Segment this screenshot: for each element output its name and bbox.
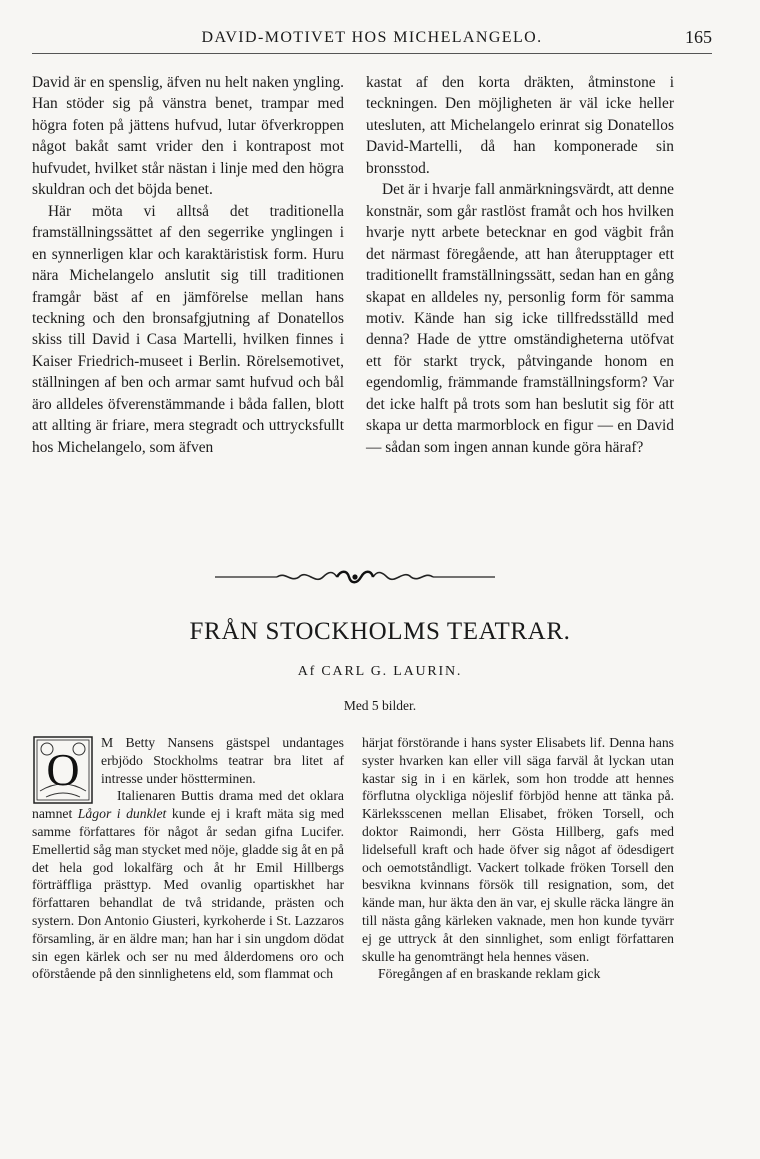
- paragraph: kastat af den korta dräkten, åtminstone i teckningen. Den möjligheten är väl icke heller utesluten, att Michelangelo erinrat sig Donatellos David-Martelli, då han komponerade sin bronsstod.: [366, 74, 674, 177]
- article1-column-left: [32, 72, 344, 458]
- article2-column-left: [32, 734, 344, 983]
- paragraph: härjat förstörande i hans syster Elisabets lif. Denna hans syster hvarken kan eller vill säga farväl åt lyckan utan kastar sig in i en kärlek, som hon trodde att hennes förflutna olyckliga nöjeslif förbjöd henne att tänka på. Kärleksscenen mellan Elisabet, fröken Torsell, och doktor Raimondi, herr Gösta Hillberg, gafs med lidelsefull kraft och hade öfver sig något af ödesdigert och oemotståndligt. Vackert tolkade fröken Torsell den besvikna kvinnans försök till resignation, som, det kände man, hur äkta den än var, ej skulle räcka längre än till nästa gång kärleken vaknade, men hon kunde tyvärr ej ge uttryck åt den sinnlighet, som enligt författaren skulle ha genomträngt hela hennes väsen.: [362, 735, 674, 964]
- dropcap-letter: O: [46, 744, 80, 795]
- article-subtitle: Med 5 bilder.: [343, 698, 417, 713]
- decorative-initial-o: [32, 735, 94, 805]
- paragraph: David är en spenslig, äfven nu helt naken yngling. Han stöder sig på vänstra benet, trampar med högra foten på jättens hufvud, lutar öfverkroppen något bakåt samt vrider den i kontrapost mot hufvudet, hvilket står nästan i linje med den högra skuldran och det böjda benet.: [32, 74, 344, 199]
- article1-column-right: [366, 72, 674, 458]
- paragraph-text: Italienaren Buttis drama med det oklara namnet: [32, 788, 344, 822]
- paragraph: Föregången af en braskande reklam gick: [378, 966, 601, 982]
- article-byline: Af CARL G. LAURIN.: [297, 664, 463, 679]
- paragraph: [32, 787, 344, 983]
- running-head: [32, 27, 712, 54]
- article-title: FRÅN STOCKHOLMS TEATRAR.: [189, 618, 571, 645]
- paragraph-text: kunde ej i kraft mäta sig med samme författares för något år sedan gifna Lucifer. Emellertid såg man stycket med nöje, gladde sig åt en på det hela god lokalfärg och åt hr Emil Hillbergs förträffliga prästtyp. Med ovanlig opartiskhet har författaren behandlat de två stridande, prästen och systern. Don Antonio Giusteri, kyrkoherde i St. Lazzaros församling, är en äldre man; han har i sin ungdom dödat sin egen kärlek och ser nu med ålderdomens oro och oförstående på den sinnlighetens eld, som flammat och: [32, 806, 345, 982]
- section-divider-ornament: [215, 566, 495, 588]
- paragraph: Det är i hvarje fall anmärkningsvärdt, att denne konstnär, som går rastlöst framåt och hos hvilken hvarje nytt arbete betecknar en god vägbit från det närmast föregående, att han återupptager ett traditionellt framställningssätt, sedan han en gång skapat en alldeles ny, personlig form för samma motiv. Kände han sig icke tillfredsställd med denna? Hade de yttre omständigheterna utöfvat ett för starkt tryck, påtvingande honom en egendomlig, främmande framställningsform? Var det icke halft på trots som han beslutit sig för att skapa ur detta marmorblock en figur — en David — sådan som ingen annan kunde göra häraf?: [366, 181, 674, 456]
- page-number: 165: [685, 27, 712, 47]
- play-title: Lågor i dunklet: [77, 806, 167, 822]
- paragraph-text: M Betty Nansens gästspel undantages erbjödo Stockholms teatrar bra litet af intresse under höstterminen.: [101, 735, 344, 786]
- article2-column-right: [362, 734, 674, 983]
- paragraph: [32, 734, 344, 795]
- running-title: DAVID-MOTIVET HOS MICHELANGELO.: [201, 29, 543, 46]
- paragraph: Här möta vi alltså det traditionella framställningssättet af den segerrike ynglingen i en synnerligen klar och karaktäristisk form. Huru nära Michelangelo anslutit sig till traditionen framgår bäst af en jämförelse mellan hans teckning och den bronsafgjutning af Donatellos skiss till David i Casa Martelli, hvilken finnes i Kaiser Friedrich-museet i Berlin. Rörelsemotivet, ställningen af ben och armar samt hufvud och bål äro alldeles öfverenstämmande i båda fallen, blott att allting är friare, mera stegradt och uttrycksfullt hos Michelangelo, som äfven: [32, 202, 344, 456]
